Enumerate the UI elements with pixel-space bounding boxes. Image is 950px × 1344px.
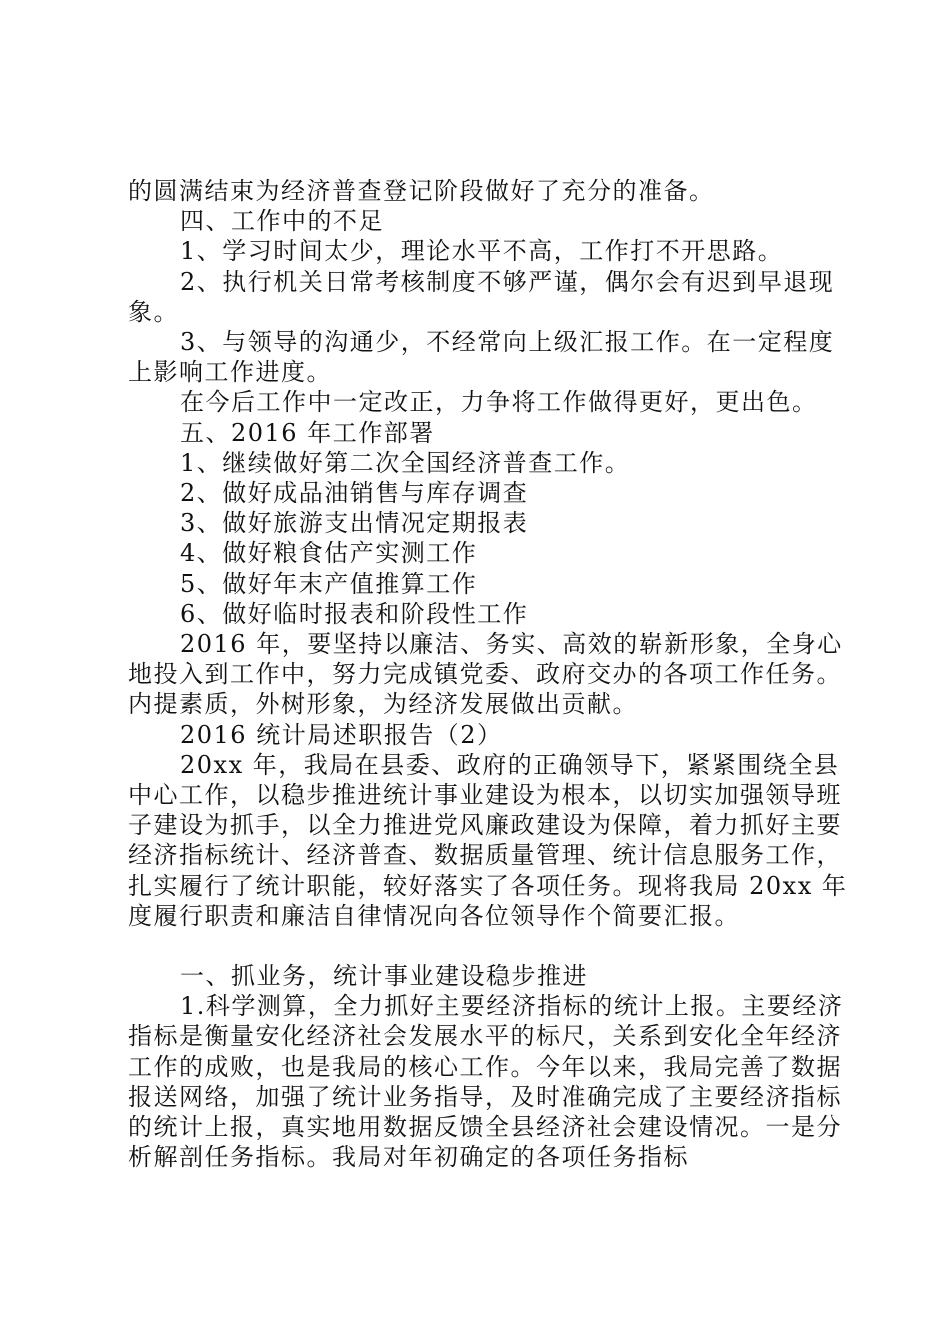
list-item: 2、执行机关日常考核制度不够严谨，偶尔会有迟到早退现象。	[128, 267, 835, 326]
list-item: 3、与领导的沟通少，不经常向上级汇报工作。在一定程度上影响工作进度。	[128, 328, 835, 387]
paragraph: 1.科学测算，全力抓好主要经济指标的统计上报。主要经济指标是衡量安化经济社会发展水平的标尺，关系到安化全年经济工作的成败，也是我局的核心工作。今年以来，我局完善了数据报送网络，加强了统计业务指导，及时准确完成了主要经济指标的统计上报，真实地用数据反馈全县经济社会建设情况。一是分析解剖任务指标。我局对年初确定的各项任务指标	[128, 992, 844, 1172]
section-heading-business: 一、抓业务，统计事业建设稳步推进	[180, 962, 588, 991]
list-item: 6、做好临时报表和阶段性工作	[180, 599, 529, 628]
list-item: 3、做好旅游支出情况定期报表	[180, 509, 529, 538]
paragraph: 2016 年，要坚持以廉洁、务实、高效的崭新形象，全身心地投入到工作中，努力完成镇党委、政府交办的各项工作任务。内提素质，外树形象，为经济发展做出贡献。	[128, 630, 843, 719]
paragraph-continuation: 的圆满结束为经济普查登记阶段做好了充分的准备。	[128, 177, 715, 205]
paragraph: 20xx 年，我局在县委、政府的正确领导下，紧紧围绕全县中心工作，以稳步推进统计事业建设为根本，以切实加强领导班子建设为抓手，以全力推进党风廉政建设为保障，着力抓好主要经济指标统计、经济普查、数据质量管理、统计信息服务工作，扎实履行了统计职能，较好落实了各项任务。现将我局 20xx 年度履行职责和廉洁自律情况向各位领导作个简要汇报。	[128, 750, 848, 930]
section-heading-plan: 五、2016 年工作部署	[180, 418, 435, 447]
document-body	[128, 176, 848, 1173]
list-item: 1、继续做好第二次全国经济普查工作。	[180, 448, 631, 477]
list-item: 4、做好粮食估产实测工作	[180, 539, 478, 568]
list-item: 2、做好成品油销售与库存调查	[180, 479, 529, 508]
paragraph: 在今后工作中一定改正，力争将工作做得更好，更出色。	[180, 388, 818, 417]
list-item: 5、做好年末产值推算工作	[180, 569, 478, 598]
section-heading-shortcomings: 四、工作中的不足	[180, 207, 384, 236]
report-title: 2016 统计局述职报告（2）	[180, 720, 503, 749]
list-item: 1、学习时间太少，理论水平不高，工作打不开思路。	[180, 237, 784, 266]
paragraph-gap	[128, 931, 848, 961]
